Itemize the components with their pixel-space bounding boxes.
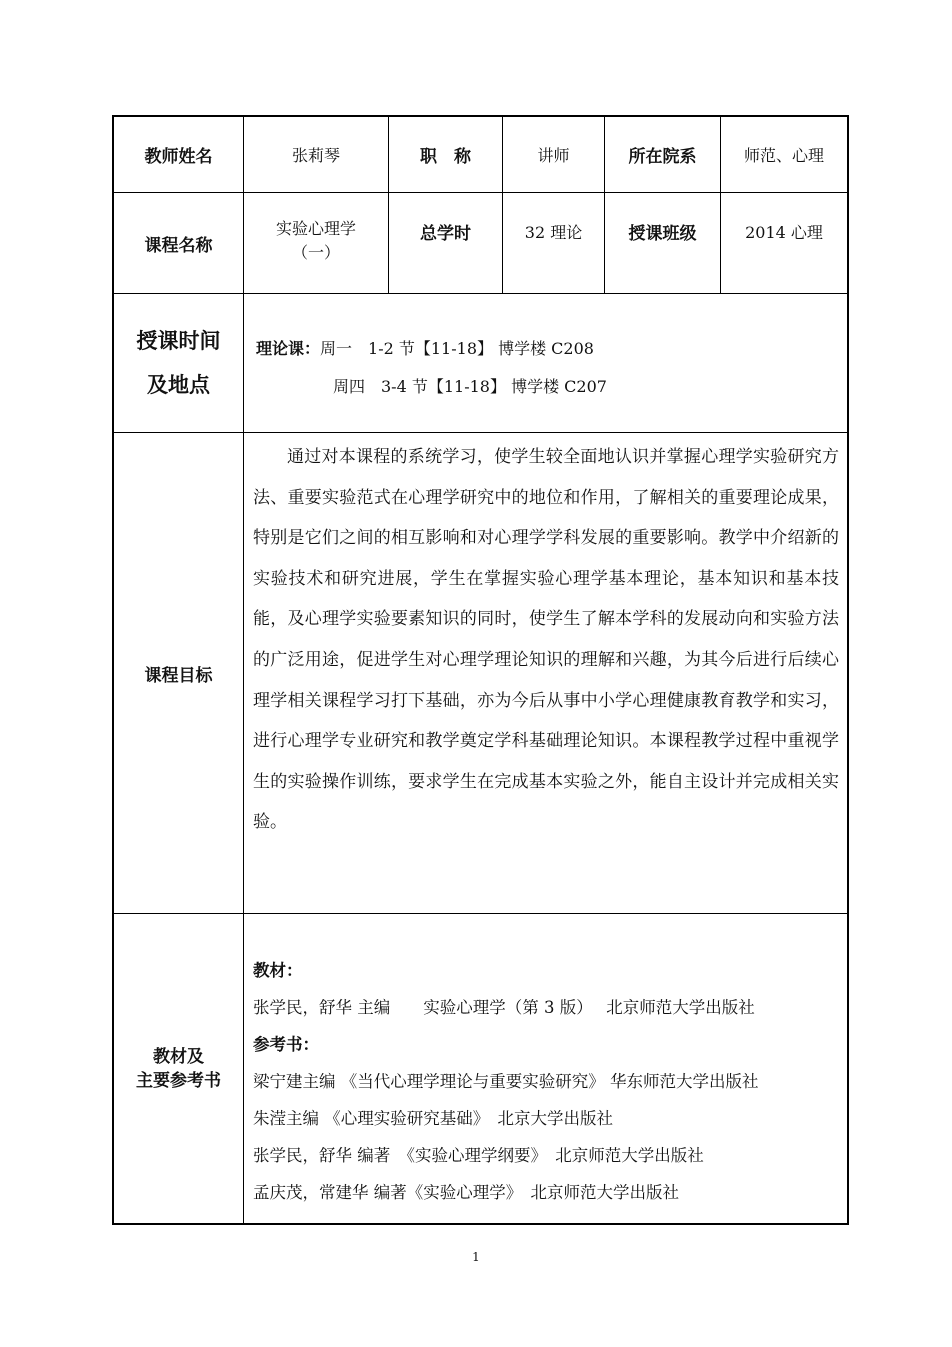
class-value: 2014 心理 [745,223,823,242]
reference-item: 张学民，舒华 编著 《实验心理学纲要》 北京师范大学出版社 [253,1146,704,1165]
objectives-text: 通过对本课程的系统学习，使学生较全面地认识并掌握心理学实验研究方法、重要实验范式在心理学研究中的地位和作用，了解相关的重要理论成果，特别是它们之间的相互影响和对心理学学科发展的重要影响。教学中介绍新的实验技术和研究进展，学生在掌握实验心理学基本理论，基本知识和基本技能，及心理学实验要素知识的同时，使学生了解本学科的发展动向和实验方法的广泛用途，促进学生对心理学理论知识的理解和兴趣，为其今后进行后续心理学相关课程学习打下基础，亦为今后从事中小学心理健康教育教学和实习，进行心理学专业研究和教学奠定学科基础理论知识。本课程教学过程中重视学生的实验操作训练，要求学生在完成基本实验之外，能自主设计并完成相关实验。 [253,447,839,833]
course-name-label: 课程名称 [114,193,244,293]
reference-item: 孟庆茂，常建华 编著《实验心理学》 北京师范大学出版社 [253,1183,679,1202]
schedule-label-line2: 及地点 [147,373,210,397]
textbook-entry: 张学民，舒华 主编 实验心理学（第 3 版） 北京师范大学出版社 [253,998,755,1017]
title-value: 讲师 [503,117,605,192]
department-label: 所在院系 [605,117,721,192]
course-info-table [112,115,849,1225]
reference-item: 朱滢主编 《心理实验研究基础》 北京大学出版社 [253,1109,613,1128]
schedule-content [244,294,847,432]
title-label: 职 称 [389,117,503,192]
teacher-row [114,117,847,193]
objectives-content [244,433,847,913]
schedule-row [114,294,847,433]
schedule-line2: 周四 3-4 节【11-18】 博学楼 C207 [333,377,607,396]
course-row [114,193,847,294]
schedule-line1: 周一 1-2 节【11-18】 博学楼 C208 [320,339,594,358]
page-number: 1 [472,1250,480,1264]
total-hours-value: 32 理论 [503,193,605,293]
materials-label-line2: 主要参考书 [136,1070,221,1091]
materials-content [244,914,847,1223]
schedule-label-line1: 授课时间 [136,329,221,353]
class-label: 授课班级 [605,193,721,293]
materials-row [114,914,847,1223]
course-name-line2: （一） [291,243,340,262]
total-hours-label: 总学时 [389,193,503,293]
course-name-line1: 实验心理学 [275,219,356,238]
schedule-heading: 理论课： [256,339,321,358]
materials-label [114,914,244,1223]
department-value: 师范、心理 [743,146,824,165]
teacher-name-value: 张莉琴 [244,117,389,192]
references-heading: 参考书： [253,1035,319,1054]
textbook-heading: 教材： [253,961,303,980]
materials-label-line1: 教材及 [153,1046,204,1067]
course-name-value [244,193,389,293]
objectives-row [114,433,847,914]
teacher-name-label: 教师姓名 [114,117,244,192]
objectives-label: 课程目标 [114,433,244,913]
reference-item: 梁宁建主编 《当代心理学理论与重要实验研究》 华东师范大学出版社 [253,1072,759,1091]
schedule-label [114,294,244,432]
